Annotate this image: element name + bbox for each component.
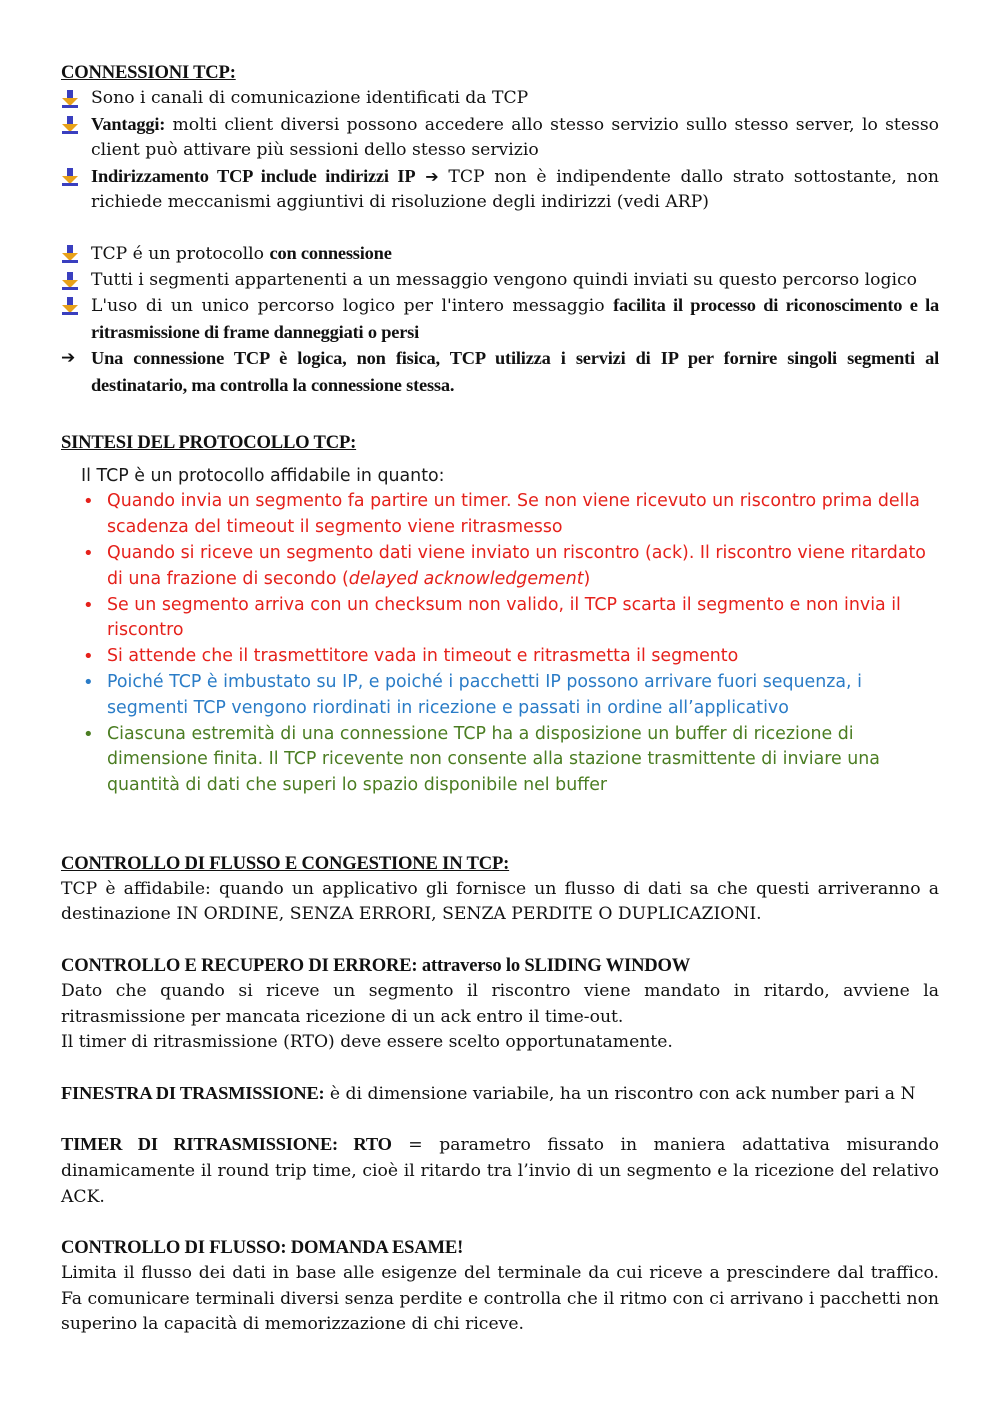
section-title-domanda: CONTROLLO DI FLUSSO: DOMANDA ESAME!: [61, 1237, 464, 1259]
sintesi-image-box: [81, 464, 939, 799]
section-title-flusso: CONTROLLO DI FLUSSO E CONGESTIONE IN TCP:: [61, 852, 510, 874]
down-arrow-bullet-icon: [61, 168, 79, 186]
errore-text-1: Dato che quando si riceve un segmento il riscontro viene mandato in ritardo, avviene la ritrasmissione per mancata ricezione di un ack entro il time-out.: [61, 981, 939, 1027]
section-title-connessioni: CONNESSIONI TCP:: [61, 62, 236, 83]
finestra-paragraph: FINESTRA DI TRASMISSIONE: è di dimensione variabile, ha un riscontro con ack number pari a N: [61, 1082, 916, 1104]
flusso-text: TCP è affidabile: quando un applicativo gli fornisce un flusso di dati sa che questi arriveranno a destinazione IN ORDINE, SENZA ERRORI, SENZA PERDITE O DUPLICAZIONI.: [61, 878, 939, 925]
domanda-text: Limita il flusso dei dati in base alle esigenze del terminale da cui riceve a prescindere dal traffico. Fa comunicare terminali diversi senza perdite e controlla che il ritmo con ci arrivano i pacchetti non superino la capacità di memorizzazione di chi riceve.: [61, 1263, 939, 1335]
down-arrow-bullet-icon: [61, 245, 79, 263]
timer-paragraph: TIMER DI RITRASMISSIONE: RTO = parametro fissato in maniera adattativa misurando dinamicamente il round trip time, cioè il ritardo tra l’invio di un segmento e la ricezione del relativo ACK.: [61, 1134, 940, 1207]
list-item: L'uso di un unico percorso logico per l'intero messaggio facilita il processo di riconoscimento e la ritrasmissione di frame danneggiati o persi: [61, 293, 939, 346]
list-item: Tutti i segmenti appartenenti a un messaggio vengono quindi inviati su questo percorso logico: [61, 268, 939, 294]
right-arrow-icon: ➔: [61, 348, 76, 369]
down-arrow-bullet-icon: [61, 90, 79, 108]
list-item: • Quando invia un segmento fa partire un timer. Se non viene ricevuto un riscontro prima della scadenza del timeout il segmento viene ritrasmesso: [81, 489, 939, 541]
errore-text-2: Il timer di ritrasmissione (RTO) deve essere scelto opportunatamente.: [61, 1032, 673, 1053]
list-item: Vantaggi: molti client diversi possono accedere allo stesso servizio sullo stesso server, lo stesso client può attivare più sessioni dello stesso servizio: [61, 112, 939, 164]
connessioni-list-2: [61, 241, 939, 400]
list-item: Sono i canali di comunicazione identificati da TCP: [61, 86, 939, 112]
list-item: Indirizzamento TCP include indirizzi IP ➔ TCP non è indipendente dallo strato sottostante, non richiede meccanismi aggiuntivi di risoluzione degli indirizzi (vedi ARP): [61, 164, 939, 216]
sintesi-list: [81, 489, 939, 799]
list-item: • Quando si riceve un segmento dati viene inviato un riscontro (ack). Il riscontro viene ritardato di una frazione di secondo (delayed acknowledgement): [81, 541, 939, 593]
connessioni-list: [61, 86, 939, 216]
list-item: • Poiché TCP è imbustato su IP, e poiché i pacchetti IP possono arrivare fuori sequenza, i segmenti TCP vengono riordinati in ricezione e passati in ordine all’applicativo: [81, 670, 939, 722]
list-item: • Ciascuna estremità di una connessione TCP ha a disposizione un buffer di ricezione di dimensione finita. Il TCP ricevente non consente alla stazione trasmittente di inviare una quantità di dati che superi lo spazio disponibile nel buffer: [81, 722, 939, 799]
down-arrow-bullet-icon: [61, 297, 79, 315]
down-arrow-bullet-icon: [61, 272, 79, 290]
section-title-errore: CONTROLLO E RECUPERO DI ERRORE: attraverso lo SLIDING WINDOW: [61, 955, 691, 977]
list-item: TCP é un protocollo con connessione: [61, 241, 939, 268]
section-title-sintesi: SINTESI DEL PROTOCOLLO TCP:: [61, 431, 357, 453]
document-page: [61, 60, 939, 1338]
list-item-conclusion: ➔ Una connessione TCP è logica, non fisica, TCP utilizza i servizi di IP per fornire singoli segmenti al destinatario, ma controlla la connessione stessa.: [61, 348, 939, 395]
list-item: • Se un segmento arriva con un checksum non valido, il TCP scarta il segmento e non invia il riscontro: [81, 593, 939, 645]
right-arrow-icon: ➔: [415, 166, 449, 186]
list-item: • Si attende che il trasmettitore vada in timeout e ritrasmetta il segmento: [81, 644, 939, 670]
sintesi-intro: Il TCP è un protocollo affidabile in quanto:: [81, 465, 445, 486]
down-arrow-bullet-icon: [61, 116, 79, 134]
